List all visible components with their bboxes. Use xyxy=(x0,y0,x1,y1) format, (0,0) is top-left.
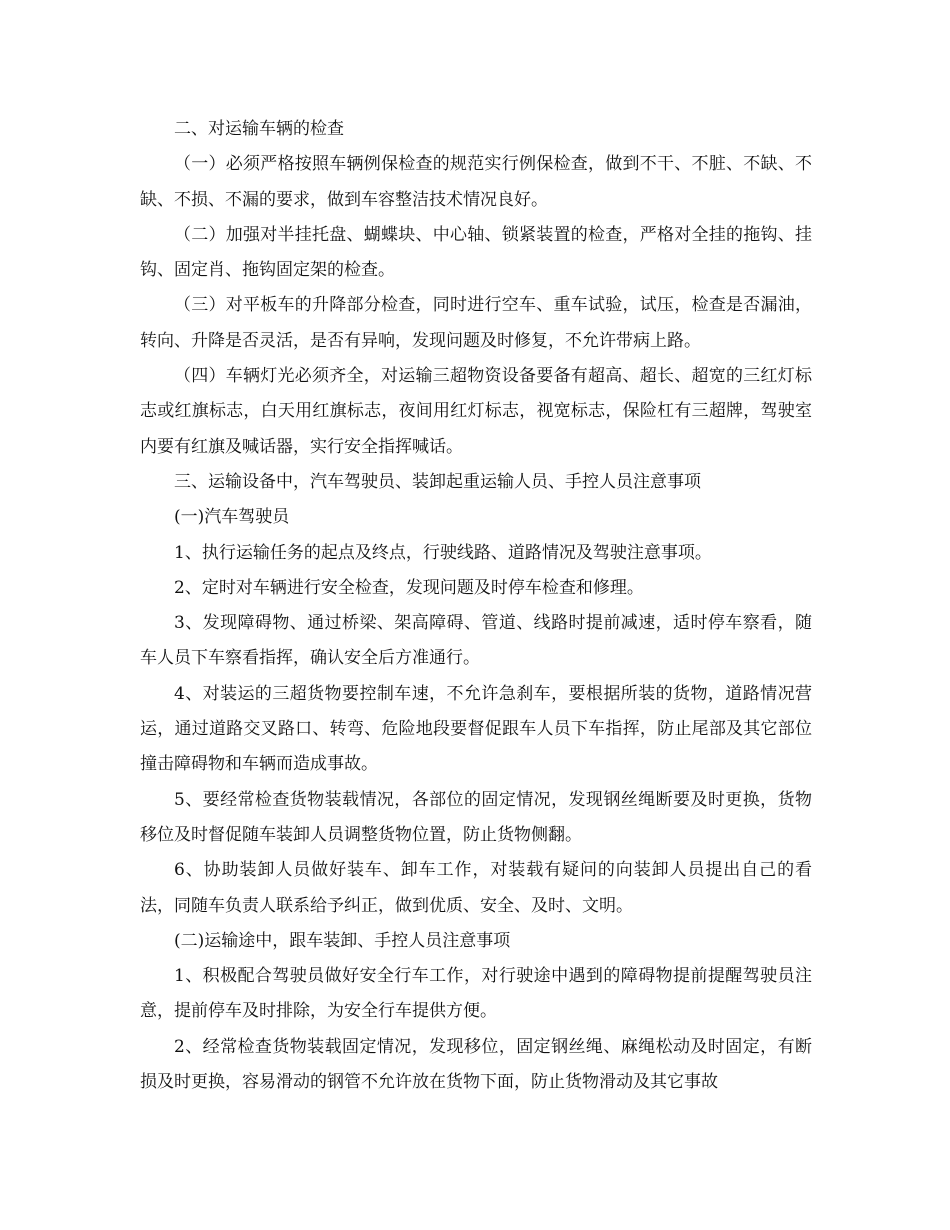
list-item-driver-5: 5、要经常检查货物装载情况，各部位的固定情况，发现钢丝绳断要及时更换，货物移位及时督促随车装卸人员调整货物位置，防止货物侧翻。 xyxy=(140,789,812,845)
subsection-heading-driver: (一)汽车驾驶员 xyxy=(174,507,290,528)
paragraph-flatbed-check: （三）对平板车的升降部分检查，同时进行空车、重车试验，试压，检查是否漏油，转向、升降是否灵活，是否有异响，发现问题及时修复，不允许带病上路。 xyxy=(140,295,812,351)
list-item-driver-2: 2、定时对车辆进行安全检查，发现问题及时停车检查和修理。 xyxy=(174,577,644,598)
list-item-driver-1: 1、执行运输任务的起点及终点，行驶线路、道路情况及驾驶注意事项。 xyxy=(174,542,712,563)
paragraph-lights-and-signs: （四）车辆灯光必须齐全，对运输三超物资设备要备有超高、超长、超宽的三红灯标志或红旗标志，白天用红旗标志，夜间用红灯标志，视宽标志，保险杠有三超牌，驾驶室内要有红旗及喊话器，实行安全指挥喊话。 xyxy=(140,366,812,457)
section-heading-vehicle-inspection: 二、对运输车辆的检查 xyxy=(174,119,344,139)
paragraph-trailer-check: （二）加强对半挂托盘、蝴蝶块、中心轴、锁紧装置的检查，严格对全挂的拖钩、挂钩、固定肖、拖钩固定架的检查。 xyxy=(140,224,812,281)
list-item-driver-3: 3、发现障碍物、通过桥梁、架高障碍、管道、线路时提前减速，适时停车察看，随车人员下车察看指挥，确认安全后方准通行。 xyxy=(140,613,812,669)
document-body xyxy=(140,112,812,1100)
section-heading-personnel-notes: 三、运输设备中，汽车驾驶员、装卸起重运输人员、手控人员注意事项 xyxy=(174,471,701,492)
list-item-driver-4: 4、对装运的三超货物要控制车速，不允许急刹车，要根据所装的货物，道路情况营运，通过道路交叉路口、转弯、危险地段要督促跟车人员下车指挥，防止尾部及其它部位撞击障碍物和车辆而造成事故。 xyxy=(140,683,812,775)
subsection-heading-loaders: (二)运输途中，跟车装卸、手控人员注意事项 xyxy=(174,930,511,951)
paragraph-routine-maintenance: （一）必须严格按照车辆例保检查的规范实行例保检查，做到不干、不脏、不缺、不缺、不损、不漏的要求，做到车容整洁技术情况良好。 xyxy=(140,154,812,210)
list-item-loaders-2: 2、经常检查货物装载固定情况，发现移位，固定钢丝绳、麻绳松动及时固定，有断损及时更换，容易滑动的钢管不允许放在货物下面，防止货物滑动及其它事故 xyxy=(140,1036,812,1093)
list-item-loaders-1: 1、积极配合驾驶员做好安全行车工作，对行驶途中遇到的障碍物提前提醒驾驶员注意，提前停车及时排除，为安全行车提供方便。 xyxy=(140,966,812,1022)
list-item-driver-6: 6、协助装卸人员做好装车、卸车工作，对装载有疑问的向装卸人员提出自己的看法，同随车负责人联系给予纠正，做到优质、安全、及时、文明。 xyxy=(140,860,812,916)
